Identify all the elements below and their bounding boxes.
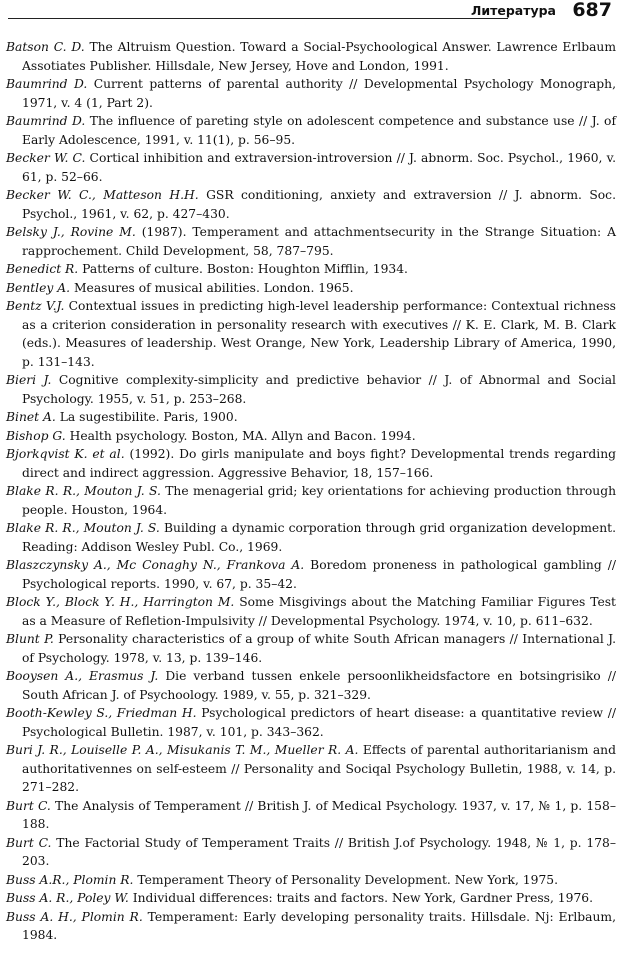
reference-authors: Block Y., Block Y. H., Harrington M.	[6, 595, 235, 609]
reference-authors: Bentz V.J.	[6, 299, 65, 313]
reference-authors: Binet A.	[6, 410, 56, 424]
reference-entry	[6, 704, 616, 741]
reference-authors: Bishop G.	[6, 428, 66, 443]
header-rule	[8, 18, 508, 19]
reference-text: (1992). Do girls manipulate and boys fight? Developmental trends regarding direct and indirect aggression. Aggressive Behavior, 18, 157–166.	[22, 447, 616, 480]
reference-entry	[6, 834, 616, 871]
reference-entry	[6, 75, 616, 112]
reference-entry	[6, 260, 616, 279]
reference-text: Individual differences: traits and factors. New York, Gardner Press, 1976.	[132, 891, 594, 905]
reference-authors: Blaszczynsky A., Mc Conaghy N., Frankova A.	[6, 558, 305, 572]
reference-entry	[6, 371, 616, 408]
reference-entry	[6, 741, 616, 797]
reference-text: (1987). Temperament and attachmentsecurity in the Strange Situation: A rapprochement. Child Development, 58, 787–795.	[22, 225, 617, 258]
reference-entry	[6, 112, 616, 149]
reference-entry	[6, 408, 616, 427]
reference-text: Effects of parental authoritarianism and authoritativennes on self-esteem // Personality and Sociqal Psychology Bulletin, 1988, v. 14, p. 271–282.	[22, 743, 616, 794]
reference-text: Boredom proneness in pathological gambling // Psychological reports. 1990, v. 67, p. 35–42.	[22, 558, 616, 591]
reference-entry	[6, 297, 616, 371]
reference-entry	[6, 445, 616, 482]
reference-list	[6, 38, 616, 945]
reference-entry	[6, 908, 616, 945]
reference-entry	[6, 186, 616, 223]
reference-authors: Bjorkqvist K. et al.	[6, 447, 125, 461]
reference-entry	[6, 427, 616, 446]
page-number: 687	[572, 0, 612, 21]
reference-authors: Blunt P.	[6, 632, 54, 646]
reference-text: Temperament Theory of Personality Development. New York, 1975.	[137, 872, 559, 887]
reference-text: Building a dynamic corporation through grid organization development. Reading: Addison Wesley Publ. Co., 1969.	[22, 521, 616, 554]
reference-text: Patterns of culture. Boston: Houghton Mifflin, 1934.	[82, 262, 408, 276]
page-header	[0, 0, 620, 22]
reference-authors: Blake R. R., Mouton J. S.	[6, 521, 160, 535]
reference-authors: Benedict R.	[6, 262, 79, 276]
reference-text: Psychological predictors of heart disease: a quantitative review // Psychological Bulletin. 1987, v. 101, p. 343–362.	[22, 706, 616, 739]
reference-text: The influence of pareting style on adolescent competence and substance use // J. of Early Adolescence, 1991, v. 11(1), p. 56–95.	[22, 114, 616, 147]
reference-text: The Altruism Question. Toward a Social-Psychoological Answer. Lawrence Erlbaum Assotiates Publisher. Hillsdale, New Jersey, Hove and London, 1991.	[22, 40, 616, 73]
reference-text: Temperament: Early developing personality traits. Hillsdale. Nj: Erlbaum, 1984.	[22, 909, 616, 942]
reference-authors: Bieri J.	[6, 373, 52, 387]
reference-authors: Becker W. C.	[6, 151, 86, 165]
reference-entry	[6, 279, 616, 298]
reference-text: Personality characteristics of a group of white South African managers // International J. of Psychology. 1978, v. 13, p. 139–146.	[22, 632, 616, 665]
reference-entry	[6, 519, 616, 556]
reference-authors: Buss A.R., Plomin R.	[6, 872, 134, 887]
reference-text: Current patterns of parental authority // Developmental Psychology Monograph, 1971, v. 4 (1, Part 2).	[22, 77, 616, 110]
reference-entry	[6, 556, 616, 593]
reference-authors: Burt C.	[6, 798, 51, 813]
reference-text: Some Misgivings about the Matching Familiar Figures Test as a Measure of Refletion-Impulsivity // Developmental Psychology. 1974, v. 10, p. 611–632.	[22, 595, 616, 628]
reference-authors: Burt C.	[6, 835, 52, 850]
reference-text: GSR conditioning, anxiety and extraversion // J. abnorm. Soc. Psychol., 1961, v. 62, p. 427–430.	[22, 188, 616, 221]
reference-text: La sugestibilite. Paris, 1900.	[59, 410, 238, 424]
running-head: Литература	[470, 3, 556, 18]
reference-entry	[6, 871, 616, 890]
reference-text: The Factorial Study of Temperament Traits // British J.of Psychology. 1948, № 1, p. 178–203.	[22, 835, 616, 868]
reference-text: Cognitive complexity-simplicity and predictive behavior // J. of Abnormal and Social Psychology. 1955, v. 51, p. 253–268.	[22, 373, 616, 406]
reference-text: Cortical inhibition and extraversion-introversion // J. abnorm. Soc. Psychol., 1960, v. 61, p. 52–66.	[22, 151, 616, 184]
reference-text: Contextual issues in predicting high-level leadership performance: Contextual richness as a criterion consideration in personality research with executives // K. E. Clark, M. B. Clark (eds.). Measures of leadership. West Orange, New York, Leadership Library of America, 1990, p. 131–143.	[22, 299, 616, 369]
reference-entry	[6, 149, 616, 186]
reference-authors: Booysen A., Erasmus J.	[6, 669, 159, 683]
reference-authors: Bentley A.	[6, 280, 71, 295]
reference-authors: Baumrind D.	[6, 114, 86, 128]
reference-authors: Belsky J., Rovine M.	[6, 225, 136, 239]
reference-entry	[6, 593, 616, 630]
reference-text: The menagerial grid; key orientations for achieving production through people. Houston, 1964.	[22, 484, 616, 517]
reference-text: The Analysis of Temperament // British J. of Medical Psychology. 1937, v. 17, № 1, p. 158–188.	[22, 798, 616, 831]
reference-entry	[6, 630, 616, 667]
reference-authors: Baumrind D.	[6, 77, 88, 91]
reference-entry	[6, 889, 616, 908]
reference-authors: Becker W. C., Matteson H.H.	[6, 188, 199, 202]
reference-entry	[6, 667, 616, 704]
reference-authors: Buri J. R., Louiselle P. A., Misukanis T. M., Mueller R. A.	[6, 743, 359, 757]
reference-text: Health psychology. Boston, MA. Allyn and Bacon. 1994.	[69, 428, 416, 443]
reference-authors: Buss A. R., Poley W.	[6, 891, 129, 905]
reference-entry	[6, 797, 616, 834]
reference-entry	[6, 482, 616, 519]
reference-entry	[6, 38, 616, 75]
reference-authors: Blake R. R., Mouton J. S.	[6, 484, 161, 498]
reference-entry	[6, 223, 616, 260]
reference-authors: Buss A. H., Plomin R.	[6, 909, 143, 924]
reference-text: Die verband tussen enkele persoonlikheidsfactore en botsingrisiko // South African J. of Psychoology. 1989, v. 55, p. 321–329.	[22, 669, 616, 702]
reference-text: Measures of musical abilities. London. 1965.	[73, 280, 354, 295]
reference-authors: Batson C. D.	[6, 40, 85, 54]
reference-authors: Booth-Kewley S., Friedman H.	[6, 706, 197, 720]
